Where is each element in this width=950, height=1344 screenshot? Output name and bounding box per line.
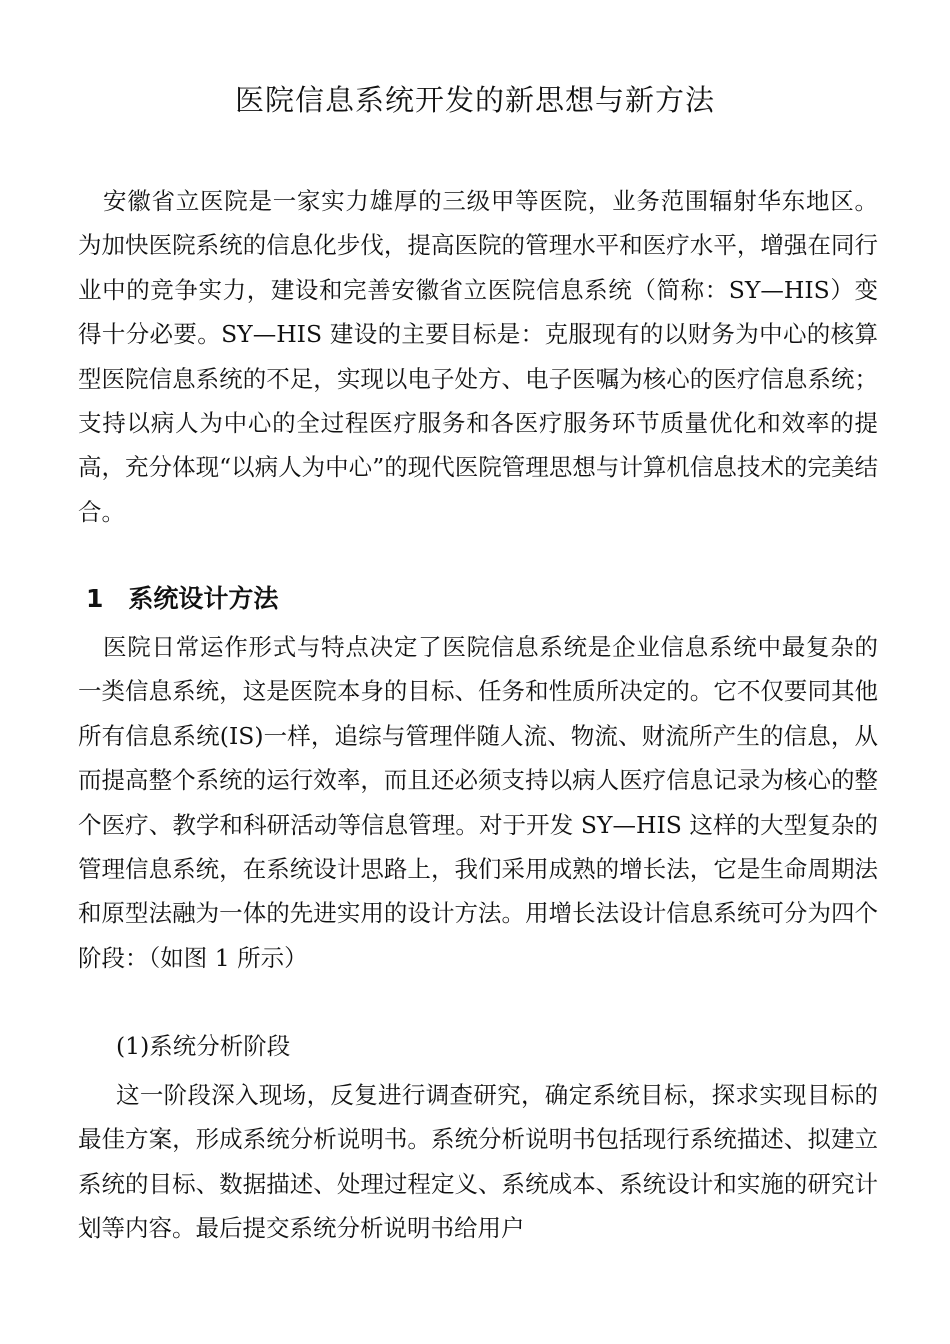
intro-paragraph: 安徽省立医院是一家实力雄厚的三级甲等医院，业务范围辐射华东地区。为加快医院系统的信息化步伐，提高医院的管理水平和医疗水平，增强在同行业中的竞争实力，建设和完善安徽省立医院信息系统（简称：SY—HIS）变得十分必要。SY—HIS 建设的主要目标是：克服现有的以财务为中心的核算型医院信息系统的不足，实现以电子处方、电子医嘱为核心的医疗信息系统；支持以病人为中心的全过程医疗服务和各医疗服务环节质量优化和效率的提高，充分体现“以病人为中心”的现代医院管理思想与计算机信息技术的完美结合。 (78, 187, 878, 526)
subsection-paragraph: 这一阶段深入现场，反复进行调查研究，确定系统目标，探求实现目标的最佳方案，形成系统分析说明书。系统分析说明书包括现行系统描述、拟建立系统的目标、数据描述、处理过程定义、系统成本、系统设计和实施的研究计划等内容。最后提交系统分析说明书给用户 (78, 1081, 878, 1243)
document-title: 医院信息系统开发的新思想与新方法 (234, 83, 715, 117)
section-paragraph: 医院日常运作形式与特点决定了医院信息系统是企业信息系统中最复杂的一类信息系统，这是医院本身的目标、任务和性质所决定的。它不仅要同其他所有信息系统(IS)一样，追综与管理伴随人流、物流、财流所产生的信息，从而提高整个系统的运行效率，而且还必须支持以病人医疗信息记录为核心的整个医疗、教学和科研活动等信息管理。对于开发 SY—HIS 这样的大型复杂的管理信息系统，在系统设计思路上，我们采用成熟的增长法，它是生命周期法和原型法融为一体的先进实用的设计方法。用增长法设计信息系统可分为四个阶段：（如图 1 所示） (78, 633, 878, 972)
subsection-heading: (1)系统分析阶段 (116, 1032, 291, 1060)
section-heading: 1 系统设计方法 (86, 584, 279, 613)
